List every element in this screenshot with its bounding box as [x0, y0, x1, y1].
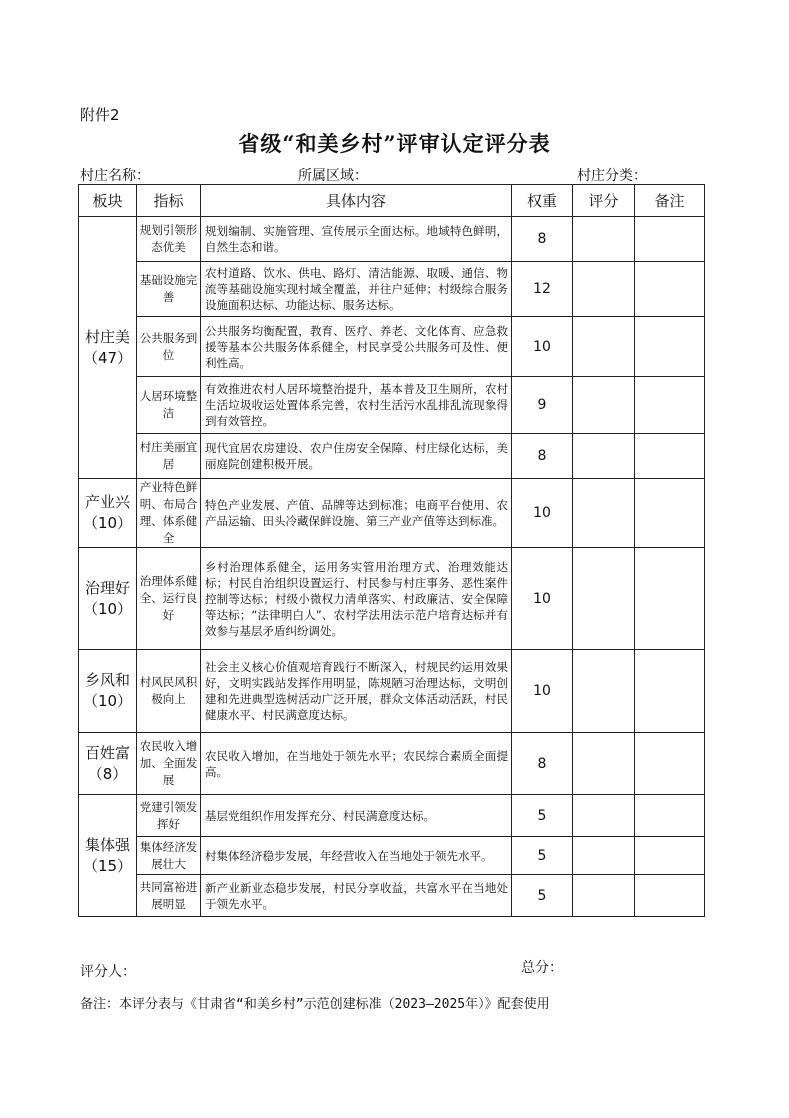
note-input-cell[interactable] [635, 377, 705, 434]
header-block: 板块 [79, 185, 137, 217]
score-input-cell[interactable] [573, 650, 635, 733]
note-input-cell[interactable] [635, 317, 705, 377]
weight-cell: 8 [512, 733, 573, 795]
table-row [79, 548, 705, 650]
rater-label: 评分人： [80, 964, 136, 980]
content-cell: 社会主义核心价值观培育践行不断深入，村规民约运用效果好，文明实践站发挥作用明显，陈规陋习治理达标，文明创建和先进典型选树活动广泛开展，群众文体活动活跃，村民健康水平、村民满意度达标。 [201, 650, 512, 733]
indicator-cell: 农民收入增加、全面发展 [137, 733, 201, 795]
indicator-cell: 集体经济发展壮大 [137, 837, 201, 875]
content-cell: 农村道路、饮水、供电、路灯、清洁能源、取暖、通信、物流等基础设施实现村域全覆盖，并往户延伸；村级综合服务设施面积达标、功能达标、服务达标。 [201, 262, 512, 317]
weight-cell: 10 [512, 548, 573, 650]
region-label: 所属区域： [298, 168, 368, 184]
table-row [79, 650, 705, 733]
table-row [79, 479, 705, 548]
note-input-cell[interactable] [635, 650, 705, 733]
attachment-label: 附件2 [80, 106, 120, 124]
indicator-cell: 产业特色鲜明、布局合理、体系健全 [137, 479, 201, 548]
table-row [79, 733, 705, 795]
header-score: 评分 [573, 185, 635, 217]
table-row [79, 217, 705, 262]
note-input-cell[interactable] [635, 217, 705, 262]
table-row [79, 875, 705, 917]
score-input-cell[interactable] [573, 217, 635, 262]
note-input-cell[interactable] [635, 262, 705, 317]
weight-cell: 10 [512, 479, 573, 548]
score-input-cell[interactable] [573, 262, 635, 317]
score-input-cell[interactable] [573, 795, 635, 837]
score-input-cell[interactable] [573, 317, 635, 377]
note-input-cell[interactable] [635, 479, 705, 548]
indicator-cell: 党建引领发挥好 [137, 795, 201, 837]
indicator-cell: 治理体系健全、运行良好 [137, 548, 201, 650]
block-cell: 村庄美 （47） [79, 217, 137, 479]
weight-cell: 12 [512, 262, 573, 317]
indicator-cell: 村庄美丽宜居 [137, 434, 201, 479]
block-cell: 治理好 （10） [79, 548, 137, 650]
table-header-row [79, 185, 705, 217]
note-input-cell[interactable] [635, 875, 705, 917]
block-cell: 百姓富 （8） [79, 733, 137, 795]
indicator-cell: 共同富裕进展明显 [137, 875, 201, 917]
weight-cell: 10 [512, 317, 573, 377]
header-content: 具体内容 [201, 185, 512, 217]
village-category-label: 村庄分类： [577, 168, 647, 184]
score-input-cell[interactable] [573, 548, 635, 650]
table-row [79, 262, 705, 317]
footnote: 备注：本评分表与《甘肃省“和美乡村”示范创建标准（2023—2025年）》配套使用 [80, 997, 550, 1012]
content-cell: 特色产业发展、产值、品牌等达到标准；电商平台使用、农产品运输、田头冷藏保鲜设施、第三产业产值等达到标准。 [201, 479, 512, 548]
content-cell: 公共服务均衡配置，教育、医疗、养老、文化体育、应急救援等基本公共服务体系健全，村民享受公共服务可及性、便利性高。 [201, 317, 512, 377]
content-cell: 基层党组织作用发挥充分、村民满意度达标。 [201, 795, 512, 837]
note-input-cell[interactable] [635, 434, 705, 479]
weight-cell: 10 [512, 650, 573, 733]
header-weight: 权重 [512, 185, 573, 217]
header-indicator: 指标 [137, 185, 201, 217]
score-input-cell[interactable] [573, 479, 635, 548]
block-cell: 集体强 （15） [79, 795, 137, 917]
total-score-label: 总分： [521, 960, 563, 976]
score-input-cell[interactable] [573, 377, 635, 434]
content-cell: 现代宜居农房建设、农户住房安全保障、村庄绿化达标，美丽庭院创建积极开展。 [201, 434, 512, 479]
village-name-label: 村庄名称： [80, 168, 150, 184]
content-cell: 农民收入增加，在当地处于领先水平；农民综合素质全面提高。 [201, 733, 512, 795]
table-row [79, 434, 705, 479]
weight-cell: 5 [512, 875, 573, 917]
score-input-cell[interactable] [573, 434, 635, 479]
indicator-cell: 人居环境整洁 [137, 377, 201, 434]
score-table [78, 184, 705, 917]
weight-cell: 8 [512, 217, 573, 262]
note-input-cell[interactable] [635, 795, 705, 837]
weight-cell: 5 [512, 837, 573, 875]
weight-cell: 8 [512, 434, 573, 479]
indicator-cell: 村风民风积极向上 [137, 650, 201, 733]
header-note: 备注 [635, 185, 705, 217]
indicator-cell: 公共服务到位 [137, 317, 201, 377]
indicator-cell: 基础设施完善 [137, 262, 201, 317]
weight-cell: 9 [512, 377, 573, 434]
table-row [79, 377, 705, 434]
table-body [79, 217, 705, 917]
note-input-cell[interactable] [635, 733, 705, 795]
table-row [79, 795, 705, 837]
content-cell: 乡村治理体系健全，运用务实管用治理方式、治理效能达标；村民自治组织设置运行、村民参与村庄事务、恶性案件控制等达标；村级小微权力清单落实、村政廉洁、安全保障等达标；“法律明白人”、农村学法用法示范户培育达标并有效参与基层矛盾纠纷调处。 [201, 548, 512, 650]
block-cell: 乡风和 （10） [79, 650, 137, 733]
content-cell: 村集体经济稳步发展，年经营收入在当地处于领先水平。 [201, 837, 512, 875]
score-input-cell[interactable] [573, 837, 635, 875]
block-cell: 产业兴 （10） [79, 479, 137, 548]
score-input-cell[interactable] [573, 875, 635, 917]
note-input-cell[interactable] [635, 837, 705, 875]
table-row [79, 837, 705, 875]
content-cell: 新产业新业态稳步发展，村民分享收益，共富水平在当地处于领先水平。 [201, 875, 512, 917]
weight-cell: 5 [512, 795, 573, 837]
page-title: 省级“和美乡村”评审认定评分表 [238, 131, 551, 156]
score-input-cell[interactable] [573, 733, 635, 795]
content-cell: 有效推进农村人居环境整治提升，基本普及卫生厕所，农村生活垃圾收运处置体系完善，农村生活污水乱排乱流现象得到有效管控。 [201, 377, 512, 434]
content-cell: 规划编制、实施管理、宣传展示全面达标。地域特色鲜明，自然生态和谐。 [201, 217, 512, 262]
indicator-cell: 规划引领形态优美 [137, 217, 201, 262]
note-input-cell[interactable] [635, 548, 705, 650]
table-row [79, 317, 705, 377]
